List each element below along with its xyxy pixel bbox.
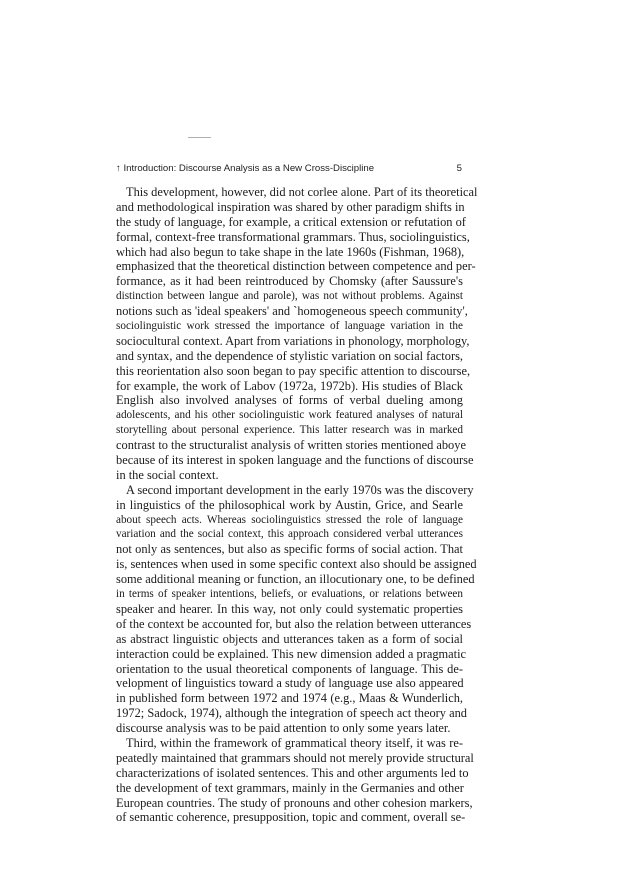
text-line: the development of text grammars, mainly in the Germanies and other [116,780,464,795]
page-number: 5 [456,163,462,174]
text-line: this reorientation also soon began to pay specific attention to discourse, [116,363,471,378]
running-header-title: Introduction: Discourse Analysis as a New Cross-Discipline [123,163,375,174]
text-line: of semantic coherence, presupposition, topic and comment, overall se- [116,810,466,825]
text-line: formal, context-free transformational grammars. Thus, sociolinguistics, [116,229,470,244]
text-line: emphasized that the theoretical distinction between competence and per- [116,259,476,274]
text-line: of the context be accounted for, but also the relation between utterances [116,616,472,631]
text-line: Third, within the framework of grammatical theory itself, it was re- [126,735,463,750]
text-line: as abstract linguistic objects and utterances taken as a form of social [116,631,463,646]
running-header [116,162,462,176]
text-line: storytelling about personal experience. This latter research was in marked [116,424,463,437]
top-rule-mark [188,137,211,138]
text-line: peatedly maintained that grammars should not merely provide structural [116,750,474,765]
text-line: and methodological inspiration was shared by other paradigm shifts in [116,199,465,214]
text-line: in terms of speaker intentions, beliefs, or evaluations, or relations between [116,588,463,601]
text-line: European countries. The study of pronouns and other cohesion markers, [116,795,473,810]
text-line: variation and the social context, this approach considered verbal utterances [116,528,463,541]
text-line: orientation to the usual theoretical components of language. This de- [116,661,463,676]
text-line: some additional meaning or function, an illocutionary one, to be defined [116,572,475,587]
text-line: velopment of linguistics toward a study of language use also appeared [116,676,464,691]
text-line: contrast to the structuralist analysis of written stories mentioned aboye [116,438,466,453]
text-line: in published form between 1972 and 1974 (e.g., Maas & Wunderlich, [116,691,463,706]
text-line: interaction could be explained. This new dimension added a pragmatic [116,646,467,661]
text-line: discourse analysis was to be paid attention to only some years later. [116,721,451,736]
text-line: about speech acts. Whereas sociolinguistics stressed the role of language [116,513,463,526]
text-line: in linguistics of the philosophical work by Austin, Grice, and Searle [116,497,463,512]
text-line: sociocultural context. Apart from variations in phonology, morphology, [116,333,470,348]
running-header-left [116,162,374,176]
text-line: notions such as 'ideal speakers' and `homogeneous speech community', [116,304,468,319]
body-text [116,185,478,825]
text-line: formance, as it had been reintroduced by Chomsky (after Saussure's [116,274,463,289]
text-line: distinction between langue and parole), was not without problems. Against [116,290,463,303]
text-line: for example, the work of Labov (1972a, 1972b). His studies of Black [116,378,463,393]
text-line: A second important development in the early 1970s was the discovery [126,482,474,497]
text-line: the study of language, for example, a critical extension or refutation of [116,214,466,229]
text-line: speaker and hearer. In this way, not only could systematic properties [116,601,463,616]
header-marker: ↑ [116,163,121,174]
text-line: characterizations of isolated sentences. This and other arguments led to [116,765,469,780]
text-line: and syntax, and the dependence of stylistic variation on social factors, [116,348,463,363]
text-line: in the social context. [116,467,219,482]
text-line: not only as sentences, but also as specific forms of social action. That [116,542,463,557]
text-line: English also involved analyses of forms of verbal dueling among [116,393,463,408]
text-line: This development, however, did not corlee alone. Part of its theoretical [126,185,478,199]
text-line: sociolinguistic work stressed the importance of language variation in the [116,320,463,333]
text-line: which had also begun to take shape in the late 1960s (Fishman, 1968), [116,244,465,259]
text-line: because of its interest in spoken language and the functions of discourse [116,453,474,468]
text-line: is, sentences when used in some specific context also should be assigned [116,557,477,572]
text-line: 1972; Sadock, 1974), although the integration of speech act theory and [116,706,467,721]
text-line: adolescents, and his other sociolinguistic work featured analyses of natural [116,409,463,422]
